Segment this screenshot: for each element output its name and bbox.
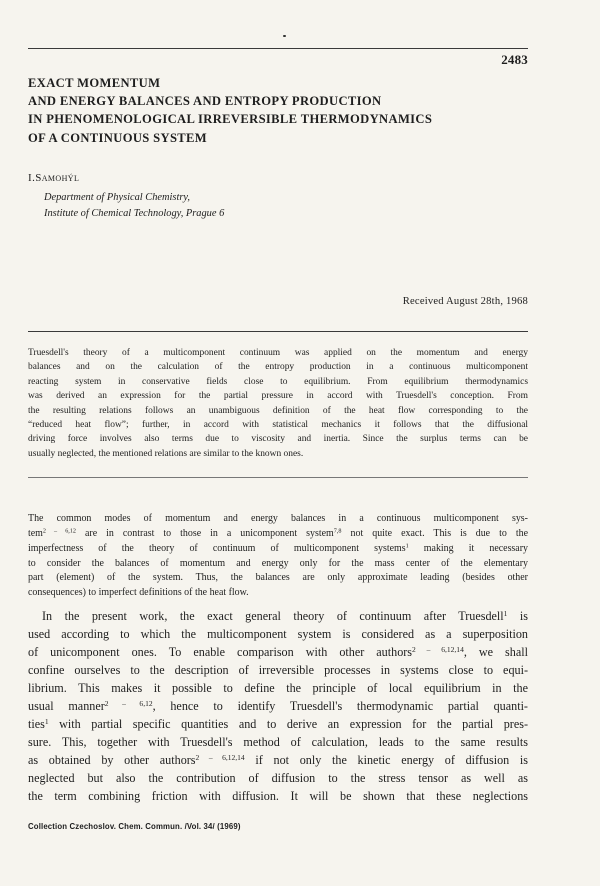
journal-citation-footer: Collection Czechoslov. Chem. Commun. /Vol. 34/ (1969) <box>28 822 241 831</box>
intro-text: are in contrast to those in a unicomponent system <box>75 527 334 539</box>
intro-line: The common modes of momentum and energy balances in a continuous multicomponent sys- <box>28 513 528 524</box>
body-text-run: with partial specific quantities and to derive an expression for the partial pres- <box>48 717 528 732</box>
title-line: OF A CONTINUOUS SYSTEM <box>28 130 208 145</box>
citation-superscript: 2 – 6,12 <box>42 528 76 535</box>
citation-superscript: 2 – 6,12,14 <box>412 644 464 654</box>
body-text-run: is <box>507 609 528 623</box>
body-text-run: if not only the kinetic energy of diffusion is <box>244 753 529 768</box>
abstract-line: Truesdell's theory of a multicomponent continuum was applied on the momentum and energy <box>28 348 528 358</box>
abstract-bottom-rule <box>28 477 528 478</box>
intro-paragraph <box>28 512 528 601</box>
title-line: EXACT MOMENTUM <box>28 76 161 90</box>
body-line: used according to which the multicomponent system is considered as a superposition <box>28 627 528 642</box>
abstract-top-rule <box>28 331 528 332</box>
body-text-run: , we shall <box>463 645 528 660</box>
print-speck <box>283 35 286 37</box>
body-line: neglected but also the contribution of diffusion to the stress tensor as well as <box>28 771 528 786</box>
page-number: 2483 <box>501 52 528 67</box>
author-affiliation <box>44 190 224 221</box>
abstract-line: the resulting relations follows an unambiguous definition of the heat flow corresponding to the <box>28 405 528 416</box>
body-line <box>28 643 528 661</box>
citation-superscript: 1 <box>44 717 49 727</box>
intro-text: tem <box>28 527 43 539</box>
body-line <box>28 697 528 715</box>
citation-superscript: 2 – 6,12,14 <box>195 753 245 763</box>
intro-text: making it necessary <box>408 542 528 554</box>
body-line <box>28 715 528 733</box>
header-rule <box>28 48 528 49</box>
affiliation-line: Department of Physical Chemistry, <box>44 192 191 203</box>
body-paragraph <box>28 607 528 806</box>
intro-text: imperfectness of the theory of continuum of multicomponent systems <box>28 542 406 554</box>
body-text-run: of unicomponent ones. To enable comparison with other authors <box>28 645 413 660</box>
body-line <box>28 751 528 769</box>
body-line: the term combining friction with diffusion. It will be shown that these neglections <box>28 789 528 804</box>
body-line: confine ourselves to the description of irreversible processes in systems close to equi- <box>28 663 528 678</box>
author-name: I.Samohýl <box>28 172 80 184</box>
abstract-line: balances and on the calculation of the entropy production in a continuous multicomponent <box>28 362 528 373</box>
intro-line: consequences) to imperfect definitions of the heat flow. <box>28 587 249 599</box>
citation-superscript: 1 <box>503 608 508 618</box>
citation-superscript: 1 <box>405 543 409 550</box>
abstract-line: was derived an expression for the partial pressure in accord with Truesdell's conception. From <box>28 391 528 402</box>
intro-line <box>28 542 528 557</box>
body-line <box>28 607 528 625</box>
affiliation-line: Institute of Chemical Technology, Prague 6 <box>44 207 225 219</box>
abstract-line: driving force involves also terms due to viscosity and inertia. Since the surplus terms can be <box>28 434 528 445</box>
abstract-line: “reduced heat flow”; further, in accord with statistical mechanics it follows that the diffusional <box>28 420 528 431</box>
body-line: sure. This, together with Truesdell's method of calculation, leads to the same results <box>28 735 528 750</box>
abstract-line: usually neglected, the mentioned relations are similar to the known ones. <box>28 448 304 459</box>
body-line: librium. This makes it possible to define the principle of local equilibrium in the <box>28 681 528 696</box>
title-line: IN PHENOMENOLOGICAL IRREVERSIBLE THERMODYNAMICS <box>28 112 433 127</box>
intro-text: not quite exact. This is due to the <box>341 527 528 539</box>
intro-line <box>28 527 528 542</box>
abstract <box>28 346 528 461</box>
body-text-run: , hence to identify Truesdell's thermodynamic partial quanti- <box>152 699 528 714</box>
intro-line: to consider the balances of momentum and energy only for the mass center of the elementary <box>28 557 528 569</box>
received-date: Received August 28th, 1968 <box>402 296 528 307</box>
body-text-run: as obtained by other authors <box>28 753 196 768</box>
citation-superscript: 7,8 <box>333 528 342 535</box>
body-text-run: ties <box>28 717 45 732</box>
title-line: AND ENERGY BALANCES AND ENTROPY PRODUCTION <box>28 94 382 109</box>
body-text-run: In the present work, the exact general theory of continuum after Truesdell <box>42 609 504 623</box>
article-title <box>28 74 528 147</box>
intro-line: part (element) of the system. Thus, the balances are only approximate leading (besides other <box>28 572 528 584</box>
abstract-line: reacting system in conservative fields close to equilibrium. From equilibrium thermodynamics <box>28 376 528 387</box>
body-text-run: usual manner <box>28 699 105 714</box>
citation-superscript: 2 – 6,12 <box>104 699 153 709</box>
